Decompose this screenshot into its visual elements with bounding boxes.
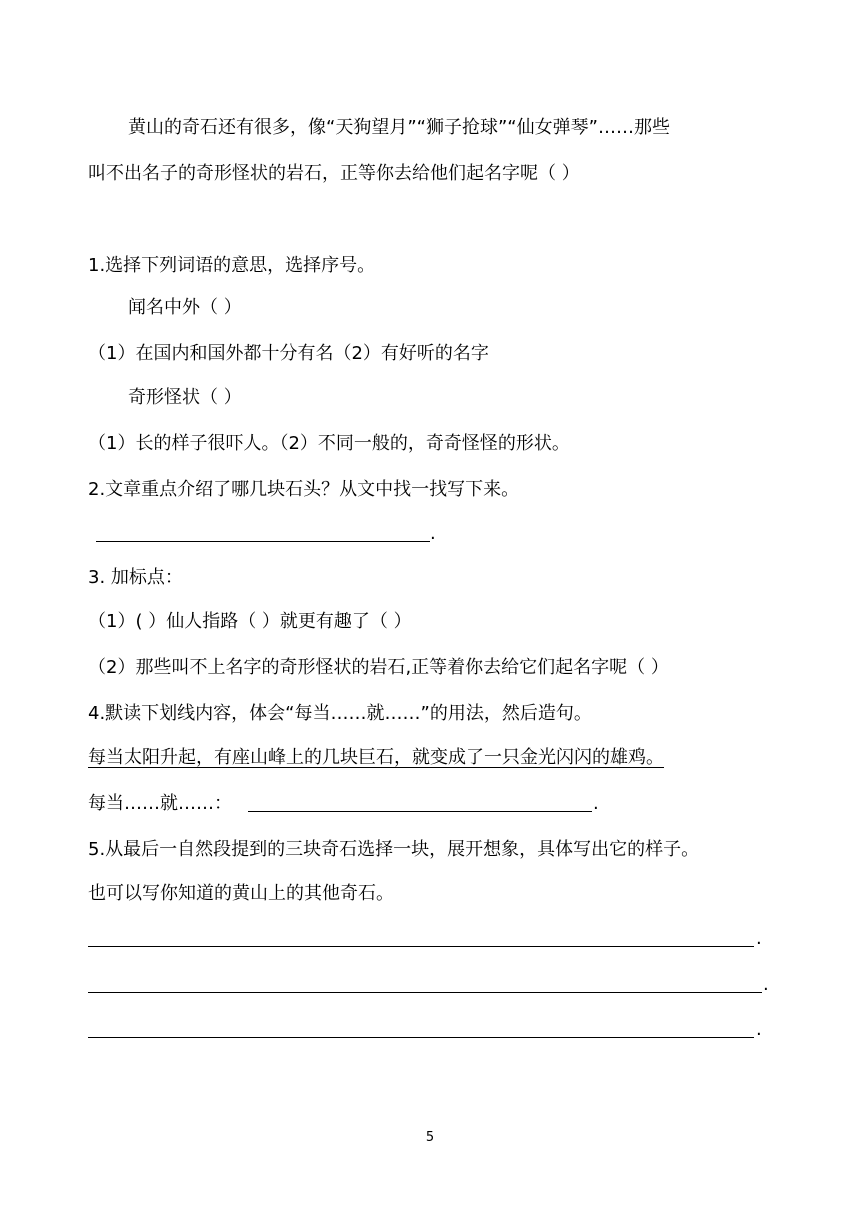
q5-end-mark-3: . (756, 1019, 762, 1040)
q3-item-2: （2）那些叫不上名字的奇形怪状的岩石,正等着你去给它们起名字呢（ ） (88, 657, 669, 678)
passage-line-2: 叫不出名子的奇形怪状的岩石，正等你去给他们起名字呢（ ） (88, 163, 580, 184)
q5-end-mark-1: . (756, 928, 762, 949)
q2-answer-blank[interactable] (96, 541, 430, 542)
q4-answer-blank[interactable] (248, 811, 592, 812)
q4-underlined-sentence: 每当太阳升起，有座山峰上的几块巨石，就变成了一只金光闪闪的雄鸡。 (88, 747, 664, 768)
q5-end-mark-2: . (763, 974, 769, 995)
q3-item-1: （1）( ）仙人指路（ ）就更有趣了（ ） (88, 611, 412, 632)
passage-line-1: 黄山的奇石还有很多，像“天狗望月”“狮子抢球”“仙女弹琴”……那些 (128, 117, 670, 138)
q5-subtitle: 也可以写你知道的黄山上的其他奇石。 (88, 883, 394, 904)
q1-word2-options: （1）长的样子很吓人。（2）不同一般的，奇奇怪怪的形状。 (88, 433, 570, 454)
q1-title: 1.选择下列词语的意思，选择序号。 (88, 255, 376, 276)
q5-title: 5.从最后一自然段提到的三块奇石选择一块，展开想象，具体写出它的样子。 (88, 839, 700, 860)
q5-answer-blank-2[interactable] (88, 992, 762, 993)
q4-title: 4.默读下划线内容，体会“每当……就……”的用法，然后造句。 (88, 703, 592, 724)
q1-word1: 闻名中外（ ） (128, 297, 242, 318)
q2-title: 2.文章重点介绍了哪几块石头？从文中找一找写下来。 (88, 479, 520, 500)
q5-answer-blank-3[interactable] (88, 1037, 754, 1038)
q4-pattern-label: 每当……就……： (88, 793, 232, 814)
q1-word2: 奇形怪状（ ） (128, 387, 242, 408)
q2-end-mark: . (430, 523, 436, 544)
q3-title: 3. 加标点： (88, 567, 183, 588)
q1-word1-options: （1）在国内和国外都十分有名（2）有好听的名字 (88, 343, 489, 364)
q5-answer-blank-1[interactable] (88, 946, 754, 947)
q4-end-mark: . (593, 793, 599, 814)
page-number: 5 (425, 1130, 435, 1145)
